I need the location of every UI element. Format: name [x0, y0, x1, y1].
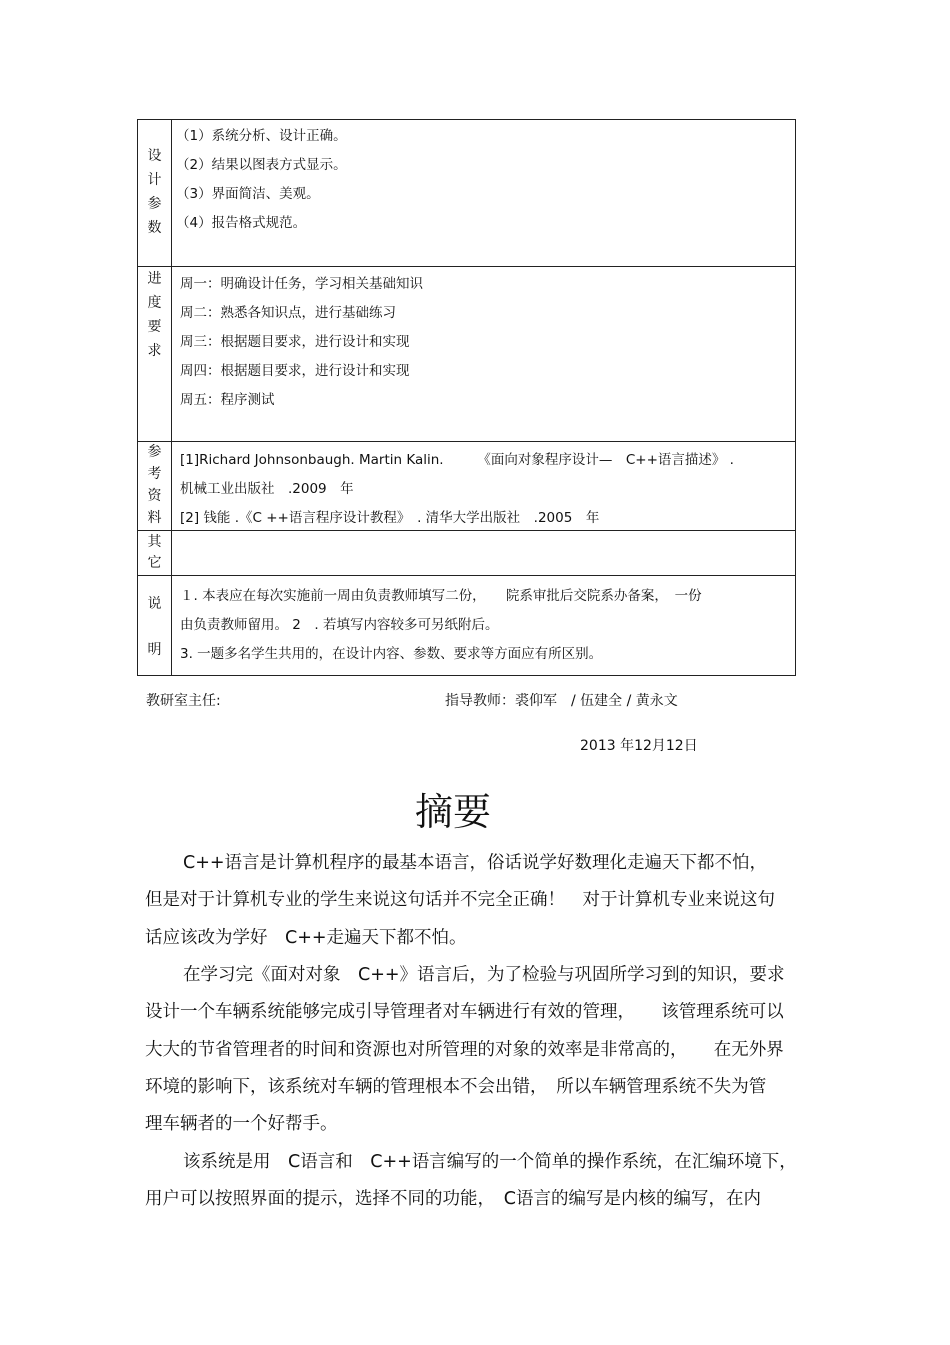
- abstract-title: 摘要: [414, 790, 491, 834]
- content-line: 周四：根据题目要求，进行设计和实现: [180, 363, 410, 379]
- row-label-notes: [138, 576, 172, 676]
- label-char: 参: [147, 196, 162, 212]
- row-content-other: [172, 531, 796, 576]
- abstract-line: 环境的影响下，该系统对车辆的管理根本不会出错， 所以车辆管理系统不失为管: [145, 1077, 767, 1097]
- content-line: [2] 钱能 .《C ++语言程序设计教程》 . 清华大学出版社 .2005 年: [180, 510, 600, 526]
- label-char: 资: [147, 488, 162, 504]
- content-line: 3. 一题多名学生共用的，在设计内容、参数、要求等方面应有所区别。: [180, 646, 603, 662]
- label-char: 度: [147, 295, 162, 311]
- table-row: [138, 120, 796, 267]
- content-line: 周一：明确设计任务，学习相关基础知识: [180, 276, 423, 292]
- content-line: （4）报告格式规范。: [176, 215, 307, 231]
- table-row: [138, 576, 796, 676]
- row-content-references: [172, 442, 796, 531]
- content-line: １. 本表应在每次实施前一周由负责教师填写二份， 院系审批后交院系办备案， 一份: [180, 588, 702, 604]
- abstract-line: 大大的节省管理者的时间和资源也对所管理的对象的效率是非常高的， 在无外界: [145, 1040, 784, 1060]
- row-label-references: [138, 442, 172, 531]
- label-char: 求: [147, 343, 162, 359]
- requirements-table: [137, 119, 796, 676]
- abstract-line: 设计一个车辆系统能够完成引导管理者对车辆进行有效的管理， 该管理系统可以: [145, 1002, 784, 1022]
- table-row: [138, 531, 796, 576]
- label-char: 进: [147, 271, 162, 287]
- row-label-schedule: [138, 267, 172, 442]
- label-char: 明: [147, 642, 162, 658]
- abstract-line: 在学习完《面对对象 C++》语言后，为了检验与巩固所学习到的知识，要求: [183, 965, 785, 985]
- row-content-schedule: [172, 267, 796, 442]
- content-line: 周三：根据题目要求，进行设计和实现: [180, 334, 410, 350]
- content-line: （1）系统分析、设计正确。: [176, 128, 347, 144]
- row-content-design-params: [172, 120, 796, 267]
- content-line: （3）界面简洁、美观。: [176, 186, 320, 202]
- content-line: 由负责教师留用。 2 . 若填写内容较多可另纸附后。: [180, 617, 499, 633]
- row-content-notes: [172, 576, 796, 676]
- label-char: 设: [147, 148, 162, 164]
- label-char: 其: [147, 534, 162, 550]
- label-char: 计: [147, 172, 162, 188]
- content-line: 机械工业出版社 .2009 年: [180, 481, 354, 497]
- table-row: [138, 267, 796, 442]
- content-line: （2）结果以图表方式显示。: [176, 157, 347, 173]
- row-label-design-params: [138, 120, 172, 267]
- director-signature: 教研室主任:: [146, 693, 221, 709]
- content-line: [1]Richard Johnsonbaugh. Martin Kalin. 《面向对象程序设计— C++语言描述》 .: [180, 452, 734, 468]
- abstract-line: C++语言是计算机程序的最基本语言，俗话说学好数理化走遍天下都不怕，: [183, 853, 768, 873]
- table-row: [138, 442, 796, 531]
- content-line: 周二：熟悉各知识点，进行基础练习: [180, 305, 396, 321]
- advisor-signature: 指导教师：裘仰军 / 伍建全 / 黄永文: [445, 693, 678, 709]
- label-char: 要: [147, 319, 162, 335]
- signature-date: 2013 年12月12日: [580, 738, 698, 754]
- abstract-line: 理车辆者的一个好帮手。: [145, 1114, 338, 1134]
- abstract-line: 但是对于计算机专业的学生来说这句话并不完全正确！ 对于计算机专业来说这句: [145, 890, 775, 910]
- label-char: 参: [147, 444, 162, 460]
- abstract-line: 用户可以按照界面的提示，选择不同的功能， C语言的编写是内核的编写，在内: [145, 1189, 761, 1209]
- label-char: 它: [147, 555, 162, 571]
- content-line: 周五：程序测试: [180, 392, 275, 408]
- row-label-other: [138, 531, 172, 576]
- label-char: 考: [147, 466, 162, 482]
- label-char: 数: [147, 220, 162, 236]
- label-char: 说: [147, 596, 162, 612]
- abstract-line: 话应该改为学好 C++走遍天下都不怕。: [145, 928, 467, 948]
- abstract-line: 该系统是用 C语言和 C++语言编写的一个简单的操作系统，在汇编环境下，: [183, 1152, 797, 1172]
- label-char: 料: [147, 510, 162, 526]
